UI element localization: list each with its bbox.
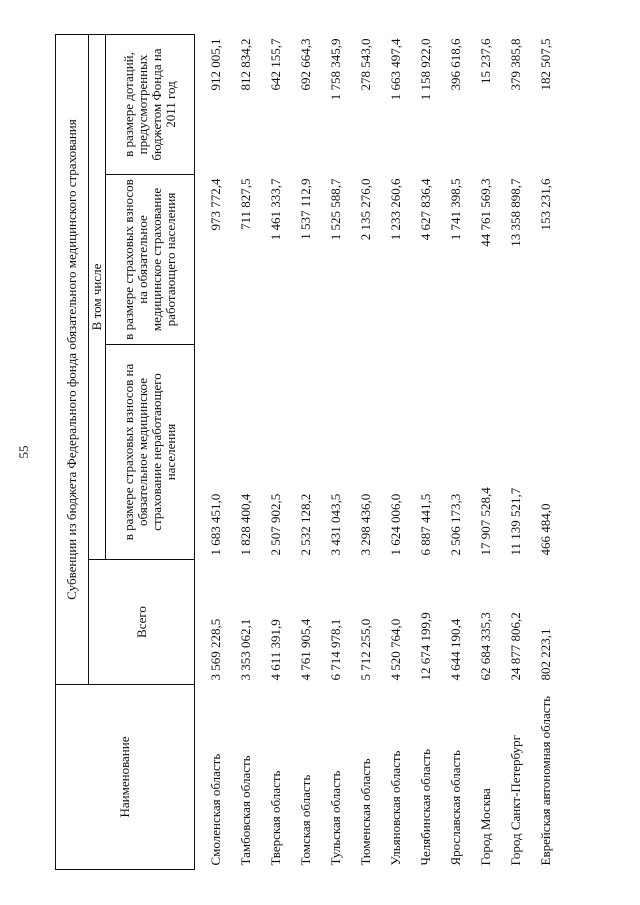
table-row xyxy=(449,35,479,870)
working-cell: 1 741 398,5 xyxy=(448,178,463,241)
total-cell: 12 674 199,9 xyxy=(418,612,433,681)
total-cell: 4 761 905,4 xyxy=(298,618,313,681)
table-row xyxy=(269,35,299,870)
working-cell: 1 233 260,6 xyxy=(388,178,403,241)
region-name-cell: Тульская область xyxy=(328,770,343,866)
header-including: В том числе xyxy=(89,35,106,560)
region-name-cell: Челябинская область xyxy=(418,748,433,866)
working-cell: 973 772,4 xyxy=(208,178,223,231)
table-row xyxy=(299,35,329,870)
grants-cell: 15 237,6 xyxy=(478,38,493,84)
total-cell: 4 644 190,4 xyxy=(448,618,463,681)
subventions-table xyxy=(55,34,573,870)
grants-cell: 692 664,3 xyxy=(298,38,313,91)
working-cell: 44 761 569,3 xyxy=(478,178,493,247)
total-cell: 6 714 978,1 xyxy=(328,618,343,681)
grants-cell: 812 834,2 xyxy=(238,38,253,91)
total-cell: 3 353 062,1 xyxy=(238,618,253,681)
page-number: 55 xyxy=(16,445,31,459)
table-row xyxy=(389,35,419,870)
non-working-cell: 6 887 441,5 xyxy=(418,493,433,556)
region-name-cell: Город Санкт-Петербург xyxy=(508,735,523,866)
table-body xyxy=(195,35,574,870)
header-grants: в размере дотаций, предусмотренных бюджетом Фонда на 2011 год xyxy=(106,35,195,175)
grants-cell: 1 758 345,9 xyxy=(328,38,343,101)
table-row xyxy=(479,35,509,870)
working-cell: 4 627 836,4 xyxy=(418,178,433,241)
grants-cell: 379 385,8 xyxy=(508,38,523,91)
region-name-cell: Ярославская область xyxy=(448,750,463,866)
non-working-cell: 2 507 902,5 xyxy=(268,493,283,556)
region-name-cell: Томская область xyxy=(298,774,313,866)
region-name-cell: Ульяновская область xyxy=(388,750,403,866)
table-row xyxy=(195,35,240,870)
header-name: Наименование xyxy=(56,685,195,870)
region-name-cell: Тверская область xyxy=(268,770,283,866)
non-working-cell: 1 624 006,0 xyxy=(388,493,403,556)
region-name-cell: Смоленская область xyxy=(208,753,223,866)
total-cell: 3 569 228,5 xyxy=(208,618,223,681)
grants-cell: 642 155,7 xyxy=(268,38,283,91)
grants-cell: 278 543,0 xyxy=(358,38,373,91)
region-name-cell: Город Москва xyxy=(478,788,493,866)
rotated-table-container xyxy=(55,35,615,870)
header-working: в размере страховых взносов на обязательное медицинское страхование работающего населения xyxy=(106,175,195,345)
table-row xyxy=(239,35,269,870)
grants-cell: 396 618,6 xyxy=(448,38,463,91)
working-cell: 711 827,5 xyxy=(238,178,253,231)
table-row xyxy=(509,35,539,870)
working-cell: 1 537 112,9 xyxy=(298,178,313,240)
header-non-working: в размере страховых взносов на обязательное медицинское страхование неработающего населения xyxy=(106,345,195,560)
table-row xyxy=(329,35,359,870)
working-cell: 1 525 588,7 xyxy=(328,178,343,241)
working-cell: 1 461 333,7 xyxy=(268,178,283,241)
non-working-cell: 17 907 528,4 xyxy=(478,487,493,556)
header-total: Всего xyxy=(89,560,195,685)
total-cell: 5 712 255,0 xyxy=(358,618,373,681)
grants-cell: 182 507,5 xyxy=(538,38,553,91)
non-working-cell: 11 139 521,7 xyxy=(508,487,523,556)
total-cell: 4 520 764,0 xyxy=(388,618,403,681)
non-working-cell: 2 532 128,2 xyxy=(298,493,313,556)
working-cell: 153 231,6 xyxy=(538,178,553,231)
header-group: Субвенции из бюджета Федерального фонда обязательного медицинского страхования xyxy=(56,35,89,685)
non-working-cell: 1 683 451,0 xyxy=(208,493,223,556)
region-name-cell: Тюменская область xyxy=(358,758,373,866)
working-cell: 13 358 898,7 xyxy=(508,178,523,247)
region-name-cell: Тамбовская область xyxy=(238,755,253,866)
non-working-cell: 2 506 173,3 xyxy=(448,493,463,556)
grants-cell: 1 663 497,4 xyxy=(388,38,403,101)
working-cell: 2 135 276,0 xyxy=(358,178,373,241)
total-cell: 802 223,1 xyxy=(538,628,553,681)
region-name-cell: Еврейская автономная область xyxy=(538,695,553,866)
non-working-cell: 466 484,0 xyxy=(538,503,553,556)
non-working-cell: 1 828 400,4 xyxy=(238,493,253,556)
non-working-cell: 3 298 436,0 xyxy=(358,493,373,556)
total-cell: 4 611 391,9 xyxy=(268,619,283,681)
table-row xyxy=(359,35,389,870)
non-working-cell: 3 431 043,5 xyxy=(328,493,343,556)
total-cell: 24 877 806,2 xyxy=(508,612,523,681)
grants-cell: 912 005,1 xyxy=(208,38,223,91)
grants-cell: 1 158 922,0 xyxy=(418,38,433,101)
table-row xyxy=(539,35,573,870)
total-cell: 62 684 335,3 xyxy=(478,612,493,681)
table-row xyxy=(419,35,449,870)
